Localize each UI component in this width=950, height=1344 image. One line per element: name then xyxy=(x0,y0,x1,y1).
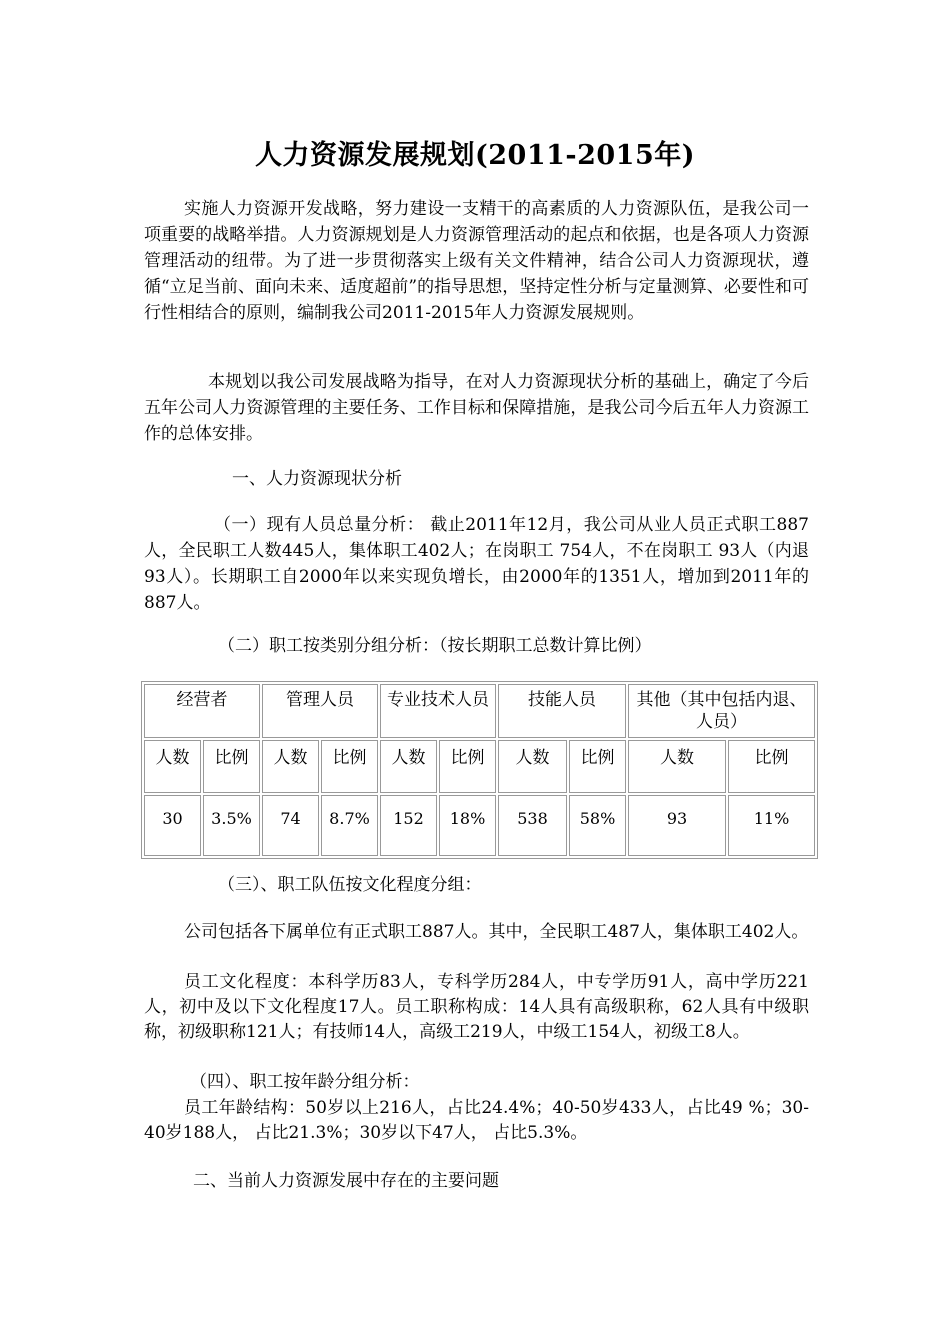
intro-paragraph: 实施人力资源开发战略，努力建设一支精干的高素质的人力资源队伍，是我公司一项重要的战略举措。人力资源规划是人力资源管理活动的起点和依据，也是各项人力资源管理活动的纽带。为了进一步贯彻落实上级有关文件精神，结合公司人力资源现状，遵循“立足当前、面向未来、适度超前”的指导思想，坚持定性分析与定量测算、必要性和可行性相结合的原则，编制我公司2011-2015年人力资源发展规则。 xyxy=(144,199,809,323)
table-cell: 58% xyxy=(569,795,626,856)
section-2-heading: 二、当前人力资源发展中存在的主要问题 xyxy=(193,1171,499,1191)
table-cell: 30 xyxy=(144,795,201,856)
table-subheader-cell: 人数 xyxy=(380,740,437,793)
document-title: 人力资源发展规划(2011-2015年) xyxy=(254,140,696,171)
table-subheader-cell: 人数 xyxy=(144,740,201,793)
table-cell: 18% xyxy=(439,795,496,856)
table-subheader-cell: 人数 xyxy=(498,740,567,793)
table-subheader-cell: 比例 xyxy=(728,740,815,793)
table-subheader-cell: 比例 xyxy=(203,740,260,793)
staff-total-paragraph: 公司包括各下属单位有正式职工887人。其中，全民职工487人，集体职工402人。 xyxy=(184,922,809,942)
table-category-header: 经营者 xyxy=(144,684,260,738)
education-paragraph: 员工文化程度：本科学历83人，专科学历284人，中专学历91人，高中学历221人，初中及以下文化程度17人。员工职称构成：14人具有高级职称，62人具有中级职称，初级职称121人；有技师14人，高级工219人，中级工154人，初级工8人。 xyxy=(144,972,809,1042)
subsection-2-heading: （二）职工按类别分组分析：（按长期职工总数计算比例） xyxy=(218,636,652,656)
staff-category-table xyxy=(141,681,818,859)
table-category-header: 专业技术人员 xyxy=(380,684,496,738)
scope-paragraph: 本规划以我公司发展战略为指导，在对人力资源现状分析的基础上，确定了今后五年公司人力资源管理的主要任务、工作目标和保障措施，是我公司今后五年人力资源工作的总体安排。 xyxy=(144,372,809,444)
table-cell: 11% xyxy=(728,795,815,856)
table-category-header: 技能人员 xyxy=(498,684,626,738)
table-category-header: 管理人员 xyxy=(262,684,378,738)
table-category-header: 其他（其中包括内退、人员） xyxy=(628,684,815,738)
table-header-row xyxy=(144,684,815,738)
table-subheader-cell: 比例 xyxy=(321,740,378,793)
headcount-paragraph: （一）现有人员总量分析： 截止2011年12月，我公司从业人员正式职工887人，全民职工人数445人，集体职工402人；在岗职工 754人，不在岗职工 93人（内退93人）。长期职工自2000年以来实现负增长，由2000年的1351人，增加到2011年的 887人。 xyxy=(144,515,809,613)
table-cell: 538 xyxy=(498,795,567,856)
table-subheader-cell: 比例 xyxy=(569,740,626,793)
age-structure-paragraph: 员工年龄结构：50岁以上216人，占比24.4%；40-50岁433人，占比49 %；30-40岁188人， 占比21.3%；30岁以下47人， 占比5.3%。 xyxy=(144,1098,809,1143)
table-cell: 152 xyxy=(380,795,437,856)
table-cell: 93 xyxy=(628,795,726,856)
subsection-4-heading: （四）、职工按年龄分组分析： xyxy=(190,1072,420,1092)
table-subheader-cell: 比例 xyxy=(439,740,496,793)
table-cell: 3.5% xyxy=(203,795,260,856)
table-subheader-cell: 人数 xyxy=(628,740,726,793)
table-subheader-row xyxy=(144,740,815,793)
table-cell: 74 xyxy=(262,795,319,856)
table-subheader-cell: 人数 xyxy=(262,740,319,793)
subsection-3-heading: （三）、职工队伍按文化程度分组： xyxy=(218,875,482,895)
table-cell: 8.7% xyxy=(321,795,378,856)
table-row xyxy=(144,795,815,856)
section-1-heading: 一、人力资源现状分析 xyxy=(232,469,402,489)
